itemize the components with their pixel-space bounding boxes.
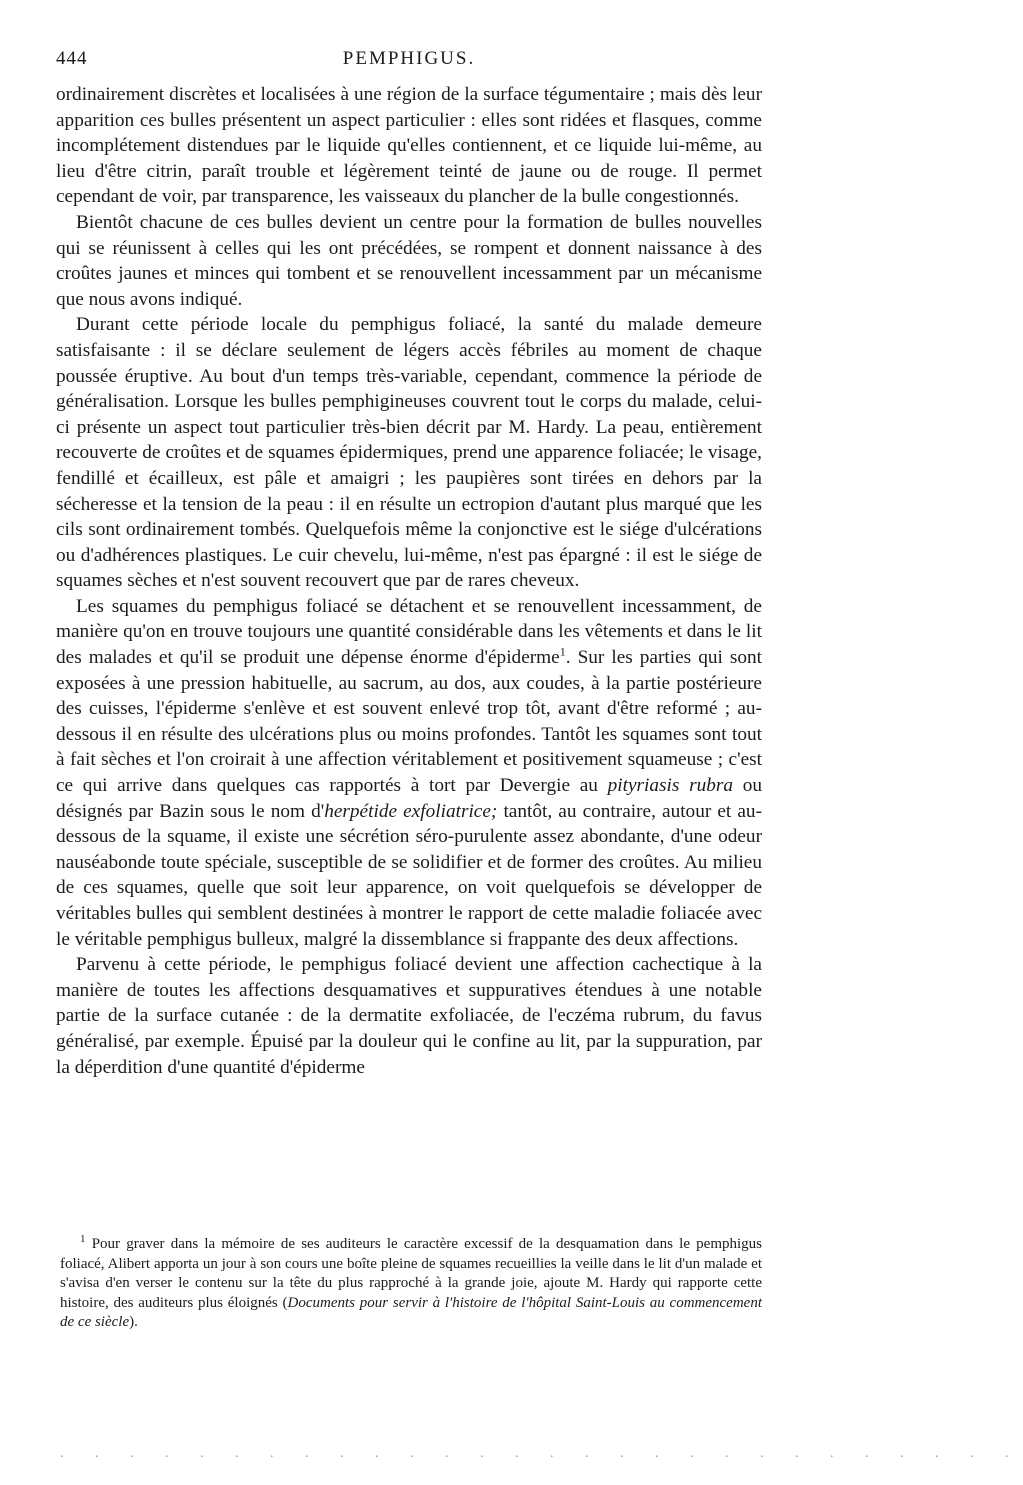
footnote-citation: Documents pour servir à l'histoire de l'hôpital Saint-Louis au commencement de ce siècle: [60, 1294, 762, 1331]
footnote-text: Pour graver dans la mémoire de ses auditeurs le caractère excessif de la desquamation dans le pemphigus foliacé, Alibert apporta un jour à son cours une boîte pleine de squames recueillies la veille dans le lit d'un malade et s'avisa d'en verser le contenu sur la tête du plus rapproché à la grande joie, ajoute M. Hardy qui rapporte cette histoire, des auditeurs plus éloignés (: [60, 1236, 763, 1311]
paragraph-4-text-c: ou désignés par Bazin sous le nom d': [56, 775, 762, 822]
paragraph-4-text-d: tantôt, au contraire, autour et au-dessous de la squame, il existe une sécrétion séro-purulente assez abondante, d'une odeur nauséabonde toute spéciale, susceptible de se solidifier et de former des croûtes. Au milieu de ces squames, quelle que soit leur apparence, on voit quelquefois se développer de véritables bulles qui semblent destinées à montrer le rapport de cette maladie foliacée avec le véritable pemphigus bulleux, malgré la dissemblance si frappante des deux affections.: [56, 800, 762, 950]
running-title: PEMPHIGUS.: [342, 48, 476, 69]
italic-term-pityriasis: pityriasis rubra: [607, 775, 734, 797]
scan-dot-artifacts: . . . . . . . . . . . . . . . . . . . . . . . . . . . .: [60, 1446, 1023, 1461]
footnote-end: ).: [129, 1314, 138, 1331]
footnote-reference: 1: [559, 644, 566, 659]
paragraph-2: Bientôt chacune de ces bulles devient un centre pour la formation de bulles nouvelles qui se réunissent à celles qui les ont précédées, se rompent et donnent naissance à des croûtes jaunes et minces qui tombent et se renouvellent incessamment par un mécanisme que nous avons indiqué.: [56, 211, 762, 310]
paragraph-3: Durant cette période locale du pemphigus foliacé, la santé du malade demeure satisfaisante : il se déclare seulement de légers accès fébriles au moment de chaque poussée éruptive. Au bout d'un temps très-variable, cependant, commence la période de généralisation. Lorsque les bulles pemphigineuses couvrent tout le corps du malade, celui-ci présente un aspect tout particulier très-bien décrit par M. Hardy. La peau, entièrement recouverte de croûtes et de squames épidermiques, prend une apparence foliacée; le visage, fendillé et écailleux, est pâle et amaigri ; les paupières sont tirées en dehors par la sécheresse et la tension de la peau : il en résulte un ectropion d'autant plus marqué que les cils sont ordinairement tombés. Quelquefois même la conjonctive est le siége d'ulcérations ou d'adhérences plastiques. Le cuir chevelu, lui-même, n'est pas épargné : il est le siége de squames sèches et n'est souvent recouvert que par de rares cheveux.: [56, 314, 762, 592]
paragraph-1: ordinairement discrètes et localisées à une région de la surface tégumentaire ; mais dès leur apparition ces bulles présentent un aspect particulier : elles sont ridées et flasques, comme incomplétement distendues par le liquide qu'elles contiennent, et ce liquide lui-même, au lieu d'être citrin, paraît trouble et légèrement teinté de jaune ou de rouge. Il permet cependant de voir, par transparence, les vaisseaux du plancher de la bulle congestionnés.: [56, 84, 762, 208]
footnote-mark: 1: [80, 1233, 86, 1245]
page-number: 444: [56, 48, 88, 69]
footnote-1: [60, 1235, 762, 1333]
footnotes: [60, 1235, 762, 1333]
page-header: [56, 48, 762, 78]
body-text: [56, 82, 762, 1080]
paragraph-4-text-b: . Sur les parties qui sont exposées à une pression habituelle, au sacrum, au dos, aux coudes, à la partie postérieure des cuisses, l'épiderme s'enlève et est souvent enlevé trop tôt, avant d'être reformé ; au-dessous il en résulte des ulcérations plus ou moins profondes. Tantôt les squames sont tout à fait sèches et l'on croirait à une affection véritablement et positivement squameuse ; c'est ce qui arrive dans quelques cas rapportés à tort par Devergie au: [56, 647, 762, 797]
paragraph-4: [56, 594, 762, 952]
paragraph-5: Parvenu à cette période, le pemphigus foliacé devient une affection cachectique à la manière de toutes les affections desquamatives et suppuratives étendues à une notable partie de la surface cutanée : de la dermatite exfoliacée, de l'eczéma rubrum, du favus généralisé, par exemple. Épuisé par la douleur qui le confine au lit, par la suppuration, par la déperdition d'une quantité d'épiderme: [56, 954, 762, 1078]
paragraph-4-text-a: Les squames du pemphigus foliacé se détachent et se renouvellent incessamment, de manière qu'on en trouve toujours une quantité considérable dans les vêtements et dans le lit des malades et qu'il se produit une dépense énorme d'épiderme: [56, 595, 762, 669]
italic-term-herpetide: herpétide exfoliatrice;: [324, 800, 498, 822]
